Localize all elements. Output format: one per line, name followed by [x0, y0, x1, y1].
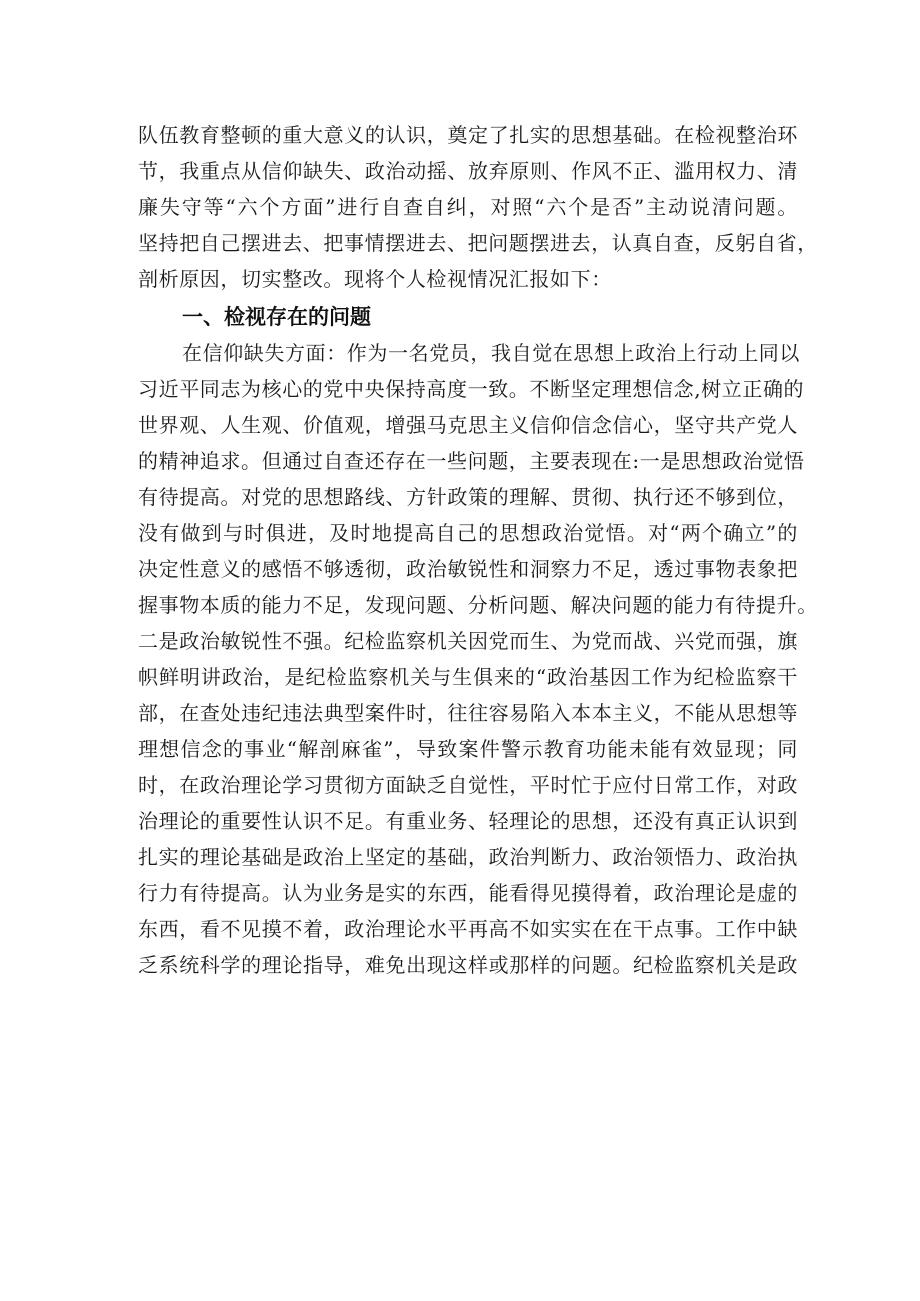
text-line: 没有做到与时俱进，及时地提高自己的思想政治觉悟。对“两个确立”的: [138, 521, 798, 545]
text-line: 有待提高。对党的思想路线、方针政策的理解、贯彻、执行还不够到位，: [138, 485, 798, 509]
text-line: 二是政治敏锐性不强。纪检监察机关因党而生、为党而战、兴党而强，旗: [138, 629, 798, 653]
text-line: 时，在政治理论学习贯彻方面缺乏自觉性，平时忙于应付日常工作，对政: [138, 773, 798, 797]
text-line: 的精神追求。但通过自查还存在一些问题，主要表现在:一是思想政治觉悟: [138, 449, 805, 473]
text-line: 廉失守等“六个方面”进行自查自纠，对照“六个是否”主动说清问题。: [138, 195, 798, 219]
text-line: 决定性意义的感悟不够透彻，政治敏锐性和洞察力不足，透过事物表象把: [138, 557, 798, 581]
text-line: 在信仰缺失方面：作为一名党员，我自觉在思想上政治上行动上同以: [182, 341, 800, 365]
text-line: 治理论的重要性认识不足。有重业务、轻理论的思想，还没有真正认识到: [138, 809, 798, 833]
text-line: 握事物本质的能力不足，发现问题、分析问题、解决问题的能力有待提升。: [138, 593, 818, 617]
paragraph-belief: [138, 335, 818, 983]
text-line: 世界观、人生观、价值观，增强马克思主义信仰信念信心，坚守共产党人: [138, 413, 798, 437]
text-line: 东西，看不见摸不着，政治理论水平再高不如实实在在干点事。工作中缺: [138, 917, 798, 941]
text-line: 理想信念的事业“解剖麻雀”，导致案件警示教育功能未能有效显现；同: [138, 737, 798, 761]
text-line: 部，在查处违纪违法典型案件时，往往容易陷入本本主义，不能从思想等: [138, 701, 798, 725]
text-line: 队伍教育整顿的重大意义的认识，奠定了扎实的思想基础。在检视整治环: [138, 123, 798, 147]
text-line: 行力有待提高。认为业务是实的东西，能看得见摸得着，政治理论是虚的: [138, 881, 798, 905]
text-line: 乏系统科学的理论指导，难免出现这样或那样的问题。纪检监察机关是政: [138, 953, 798, 977]
text-line: 帜鲜明讲政治，是纪检监察机关与生俱来的“政治基因工作为纪检监察干: [138, 665, 798, 689]
text-line: 扎实的理论基础是政治上坚定的基础，政治判断力、政治领悟力、政治执: [138, 845, 798, 869]
text-line: 节，我重点从信仰缺失、政治动摇、放弃原则、作风不正、滥用权力、清: [138, 159, 798, 183]
section-heading: 一、检视存在的问题: [182, 305, 371, 329]
text-line: 剖析原因，切实整改。现将个人检视情况汇报如下：: [138, 267, 612, 291]
text-line: 习近平同志为核心的党中央保持高度一致。不断坚定理想信念,树立正确的: [138, 377, 805, 401]
text-line: 坚持把自己摆进去、把事情摆进去、把问题摆进去，认真自查，反躬自省，: [138, 231, 818, 255]
paragraph-intro: [138, 117, 818, 297]
document-body: [138, 117, 818, 983]
